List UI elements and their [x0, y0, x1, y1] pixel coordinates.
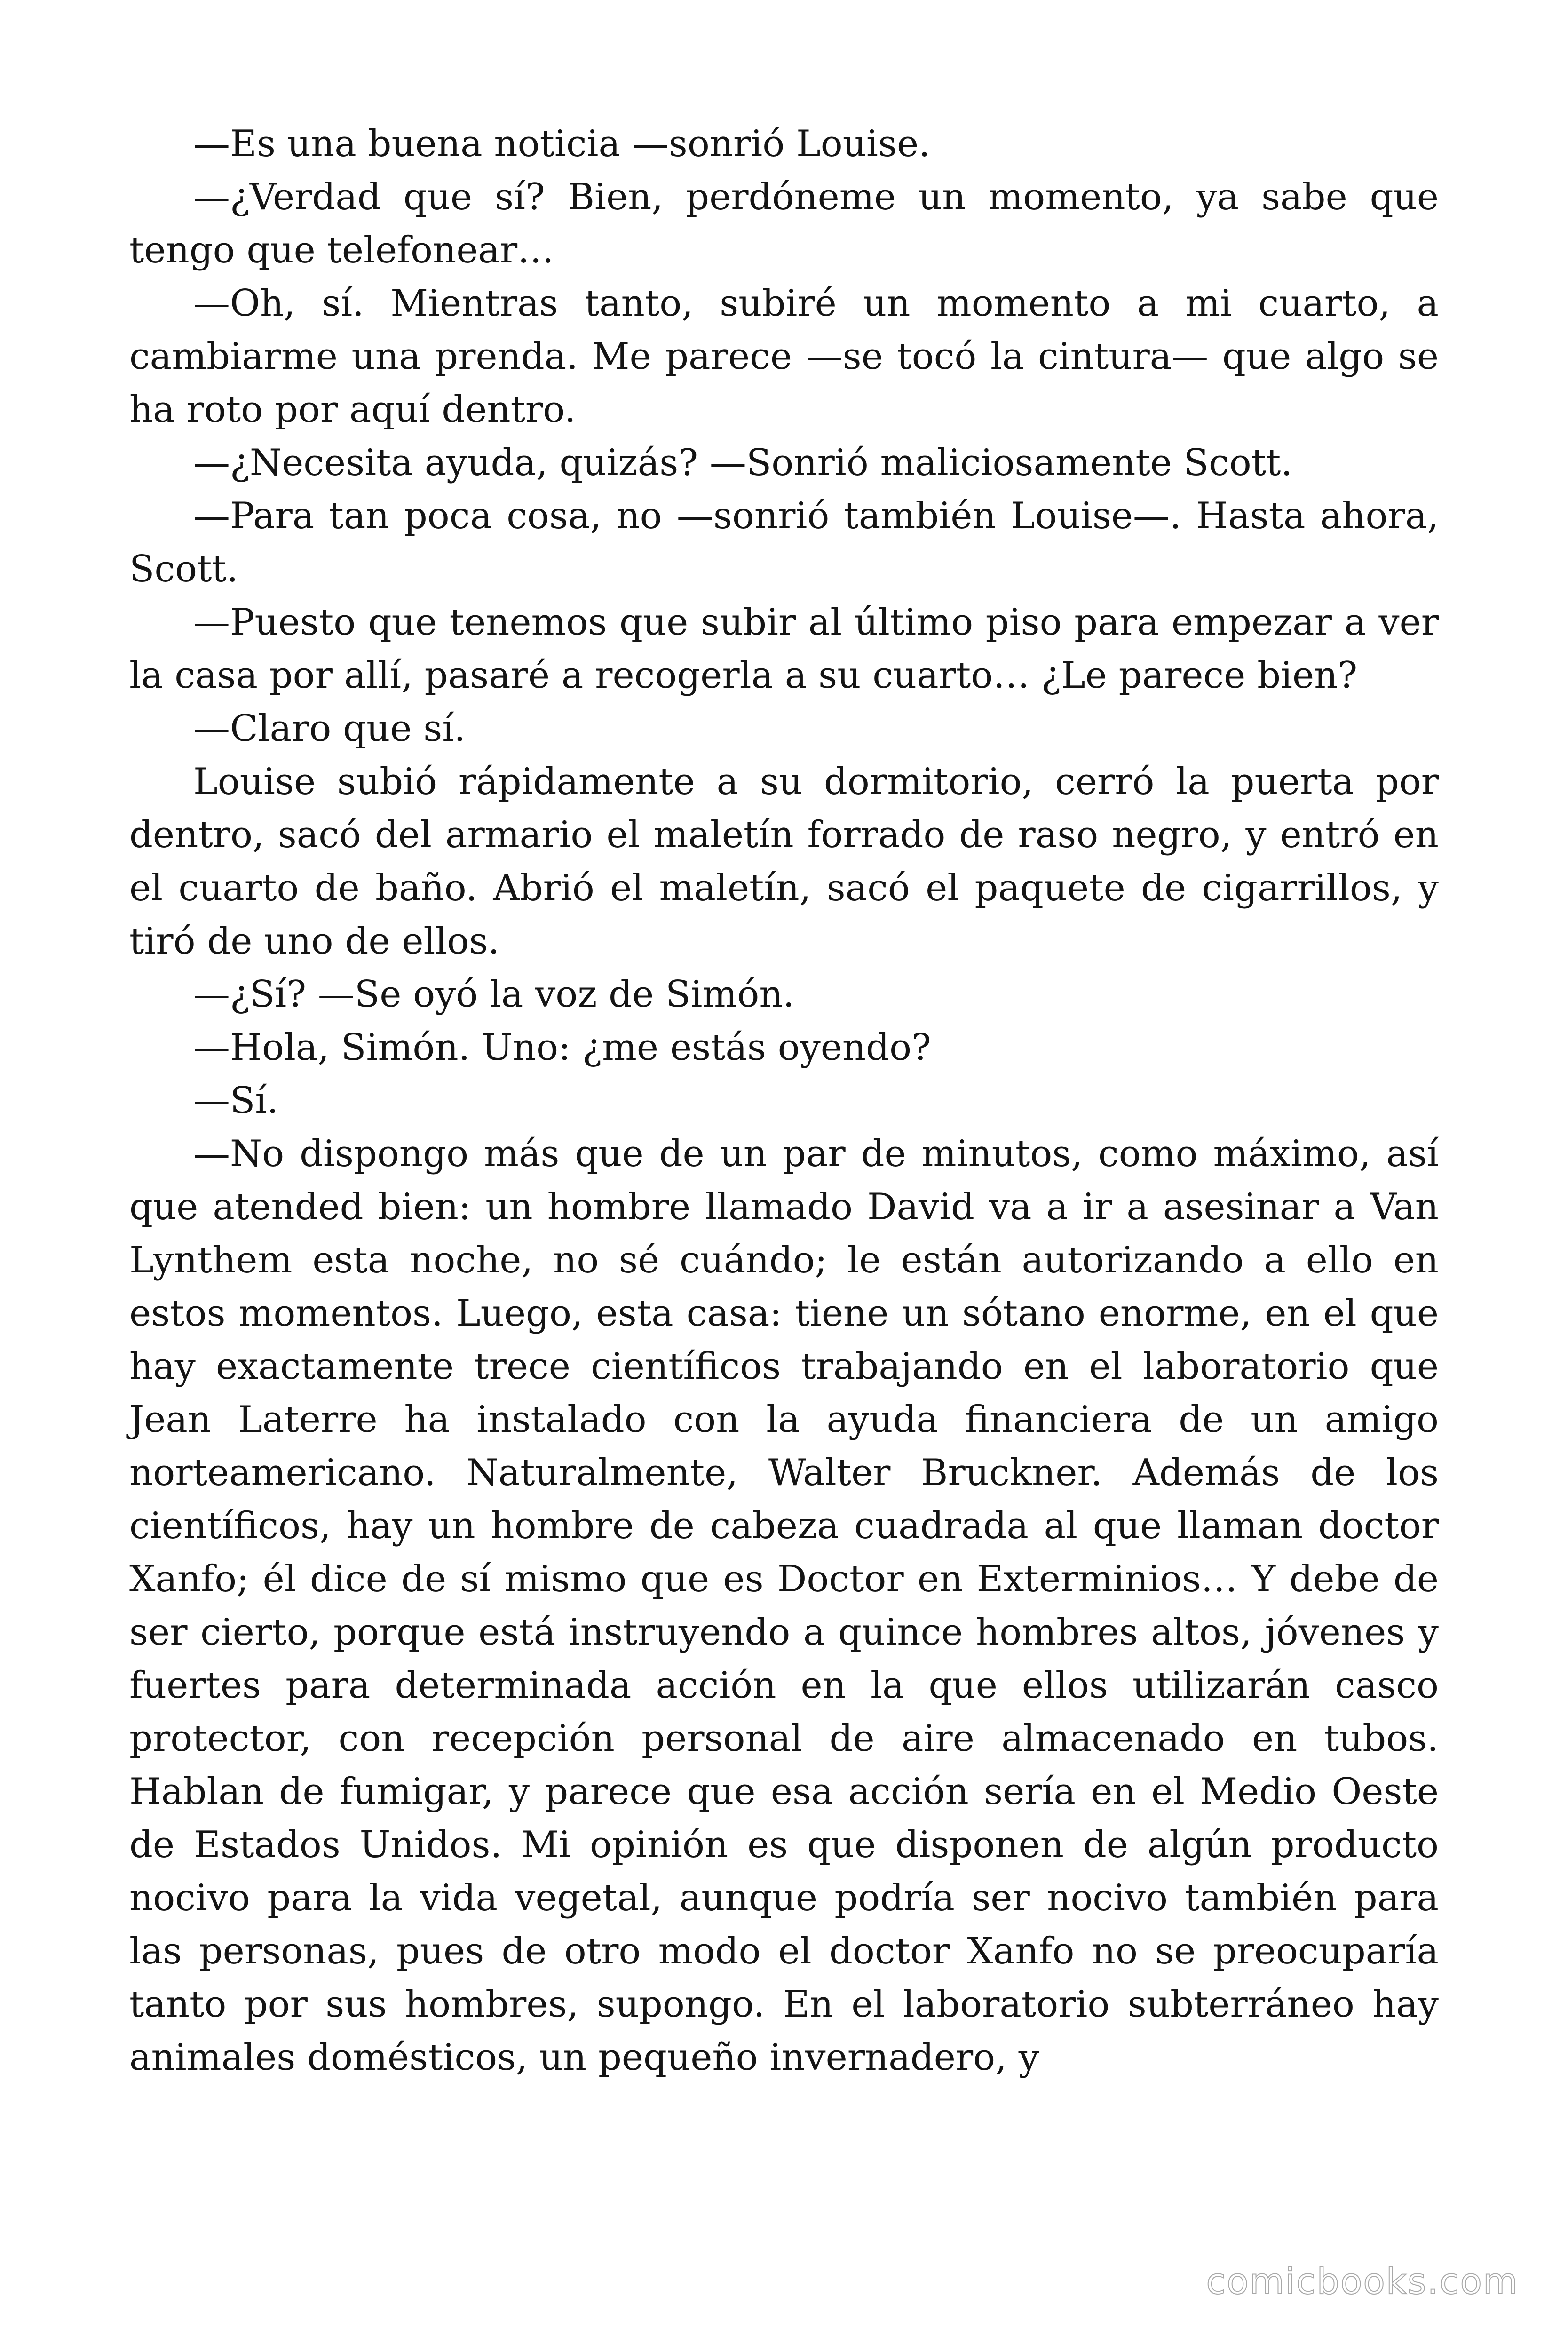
watermark-logo: comicbooks.com — [1206, 2260, 1519, 2302]
paragraph-1: —Es una buena noticia —sonrió Louise. — [193, 123, 930, 165]
paragraph-6: —Puesto que tenemos que subir al último piso para empezar a ver la casa por allí, pasaré a recogerla a su cuarto… ¿Le parece bien? — [129, 601, 1439, 697]
book-page-text — [129, 118, 1439, 2084]
paragraph-5: —Para tan poca cosa, no —sonrió también Louise—. Hasta ahora, Scott. — [129, 495, 1439, 590]
paragraph-2: —¿Verdad que sí? Bien, perdóneme un momento, ya sabe que tengo que telefonear… — [129, 176, 1439, 271]
paragraph-11: —Sí. — [193, 1080, 279, 1122]
paragraph-12: —No dispongo más que de un par de minutos, como máximo, así que atended bien: un hombre llamado David va a ir a asesinar a Van Lynthem esta noche, no sé cuándo; le están autorizando a ello en estos momentos. Luego, esta casa: tiene un sótano enorme, en el que hay exactamente trece científicos trabajando en el laboratorio que Jean Laterre ha instalado con la ayuda financiera de un amigo norteamericano. Naturalmente, Walter Bruckner. Además de los científicos, hay un hombre de cabeza cuadrada al que llaman doctor Xanfo; él dice de sí mismo que es Doctor en Exterminios… Y debe de ser cierto, porque está instruyendo a quince hombres altos, jóvenes y fuertes para determinada acción en la que ellos utilizarán casco protector, con recepción personal de aire almacenado en tubos. Hablan de fumigar, y parece que esa acción sería en el Medio Oeste de Estados Unidos. Mi opinión es que disponen de algún producto nocivo para la vida vegetal, aunque podría ser nocivo también para las personas, pues de otro modo el doctor Xanfo no se preocuparía tanto por sus hombres, supongo. En el laboratorio subterráneo hay animales domésticos, un pequeño invernadero, y — [129, 1133, 1439, 2079]
paragraph-9: —¿Sí? —Se oyó la voz de Simón. — [193, 973, 795, 1016]
paragraph-3: —Oh, sí. Mientras tanto, subiré un momento a mi cuarto, a cambiarme una prenda. Me parece —se tocó la cintura— que algo se ha roto por aquí dentro. — [129, 282, 1439, 431]
paragraph-10: —Hola, Simón. Uno: ¿me estás oyendo? — [193, 1026, 931, 1069]
paragraph-7: —Claro que sí. — [193, 707, 466, 750]
paragraph-8: Louise subió rápidamente a su dormitorio, cerró la puerta por dentro, sacó del armario el maletín forrado de raso negro, y entró en el cuarto de baño. Abrió el maletín, sacó el paquete de cigarrillos, y tiró de uno de ellos. — [129, 761, 1439, 962]
paragraph-4: —¿Necesita ayuda, quizás? —Sonrió maliciosamente Scott. — [193, 442, 1293, 484]
